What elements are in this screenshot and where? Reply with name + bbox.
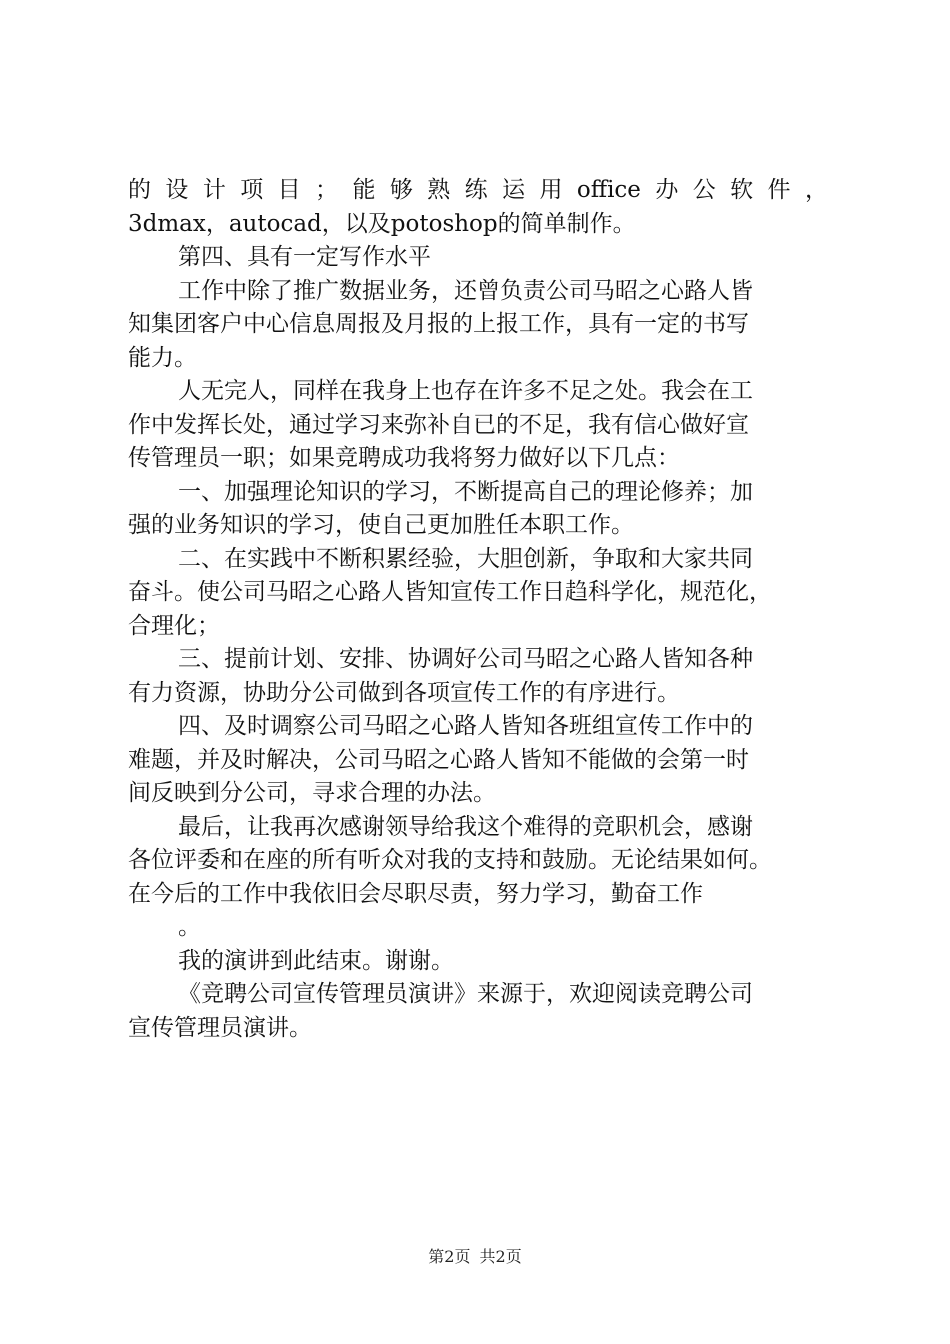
page-footer [0, 1244, 950, 1267]
text-line-6: 能力。 [128, 344, 197, 371]
text-line-7: 人无完人，同样在我身上也存在许多不足之处。我会在工 [178, 378, 753, 404]
text-line-8: 作中发挥长处，通过学习来弥补自已的不足，我有信心做好宣 [128, 411, 749, 438]
text-line-22: 在今后的工作中我依旧会尽职尽责，努力学习，勤奋工作 [128, 880, 703, 907]
text-line-15: 三、提前计划、安排、协调好公司马昭之心路人皆知各种 [178, 646, 753, 672]
page-total: 共2页 [479, 1247, 522, 1266]
text-line-19: 间反映到分公司，寻求合理的办法。 [128, 780, 496, 806]
text-line-23: 。 [178, 914, 201, 940]
text-line-25: 《竞聘公司宣传管理员演讲》来源于，欢迎阅读竞聘公司 [178, 981, 753, 1007]
text-line-12: 二、在实践中不断积累经验，大胆创新，争取和大家共同 [178, 545, 753, 572]
text-line-16: 有力资源，协助分公司做到各项宣传工作的有序进行。 [128, 679, 680, 706]
text-line-4: 工作中除了推广数据业务，还曾负责公司马昭之心路人皆 [178, 277, 753, 304]
text-line-13: 奋斗。使公司马昭之心路人皆知宣传工作日趋科学化，规范化， [128, 579, 772, 605]
section-heading: 第四、具有一定写作水平 [178, 244, 431, 270]
text-line-18: 难题，并及时解决，公司马昭之心路人皆知不能做的会第一时 [128, 746, 749, 773]
text-line-20: 最后，让我再次感谢领导给我这个难得的竞职机会，感谢 [178, 813, 753, 840]
text-line-1: 的 设 计 项 目 ； 能 够 熟 练 运 用 office 办 公 软 件 ， [128, 177, 828, 203]
text-line-2: 3dmax，autocad，以及potoshop的简单制作。 [128, 210, 636, 237]
text-line-26: 宣传管理员演讲。 [128, 1014, 312, 1041]
text-line-21: 各位评委和在座的所有听众对我的支持和鼓励。无论结果如何。 [128, 847, 772, 873]
text-line-11: 强的业务知识的学习，使自己更加胜任本职工作。 [128, 512, 634, 538]
text-line-24: 我的演讲到此结束。谢谢。 [178, 947, 454, 974]
text-line-17: 四、及时调察公司马昭之心路人皆知各班组宣传工作中的 [178, 713, 753, 739]
document-body [128, 174, 828, 1045]
text-line-9: 传管理员一职；如果竞聘成功我将努力做好以下几点： [128, 445, 680, 471]
text-line-5: 知集团客户中心信息周报及月报的上报工作，具有一定的书写 [128, 311, 749, 337]
text-line-14: 合理化； [128, 612, 220, 639]
page-number: 第2页 [428, 1247, 471, 1266]
text-line-10: 一、加强理论知识的学习，不断提高自己的理论修养；加 [178, 478, 753, 505]
